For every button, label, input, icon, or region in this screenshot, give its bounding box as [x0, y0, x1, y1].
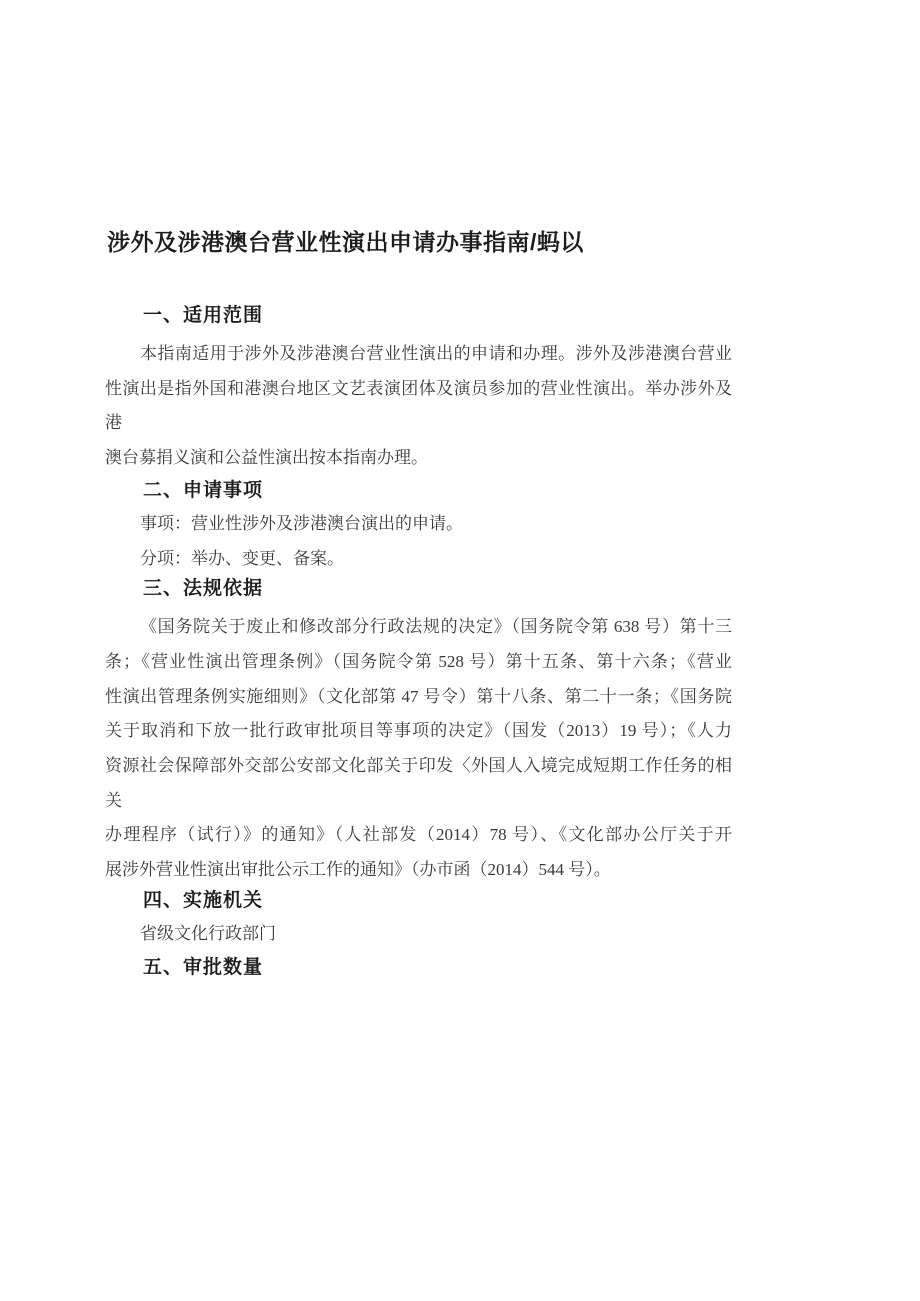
text-line: 条；《营业性演出管理条例》（国务院令第 528 号）第十五条、第十六条；《营业 — [105, 651, 732, 671]
text-line: 省级文化行政部门 — [140, 923, 276, 943]
paragraph — [105, 337, 732, 476]
text-line: 《国务院关于废止和修改部分行政法规的决定》（国务院令第 638 号）第十三 — [140, 617, 732, 637]
section-heading-5: 五、审批数量 — [143, 956, 264, 978]
text-line: 性演出管理条例实施细则》（文化部第 47 号令）第十八条、第二十一条；《国务院 — [105, 686, 732, 706]
document-title: 涉外及涉港澳台营业性演出申请办事指南/蚂以 — [107, 229, 584, 255]
paragraph — [105, 610, 732, 888]
section-body — [105, 917, 732, 952]
text-line: 展涉外营业性演出审批公示工作的通知》（办市函（2014）544 号）。 — [105, 860, 611, 880]
section-heading-2: 二、申请事项 — [143, 479, 264, 501]
document-content — [105, 0, 732, 981]
document-sections — [105, 303, 732, 981]
text-line: 关于取消和下放一批行政审批项目等事项的决定》（国发（2013）19 号）；《人力 — [105, 721, 732, 741]
section-body — [105, 507, 732, 576]
text-line: 办理程序（试行）》的通知》（人社部发（2014）78 号）、《文化部办公厅关于开 — [105, 825, 732, 845]
section-heading-3: 三、法规依据 — [143, 578, 264, 600]
text-line: 本指南适用于涉外及涉港澳台营业性演出的申请和办理。涉外及涉港澳台营业 — [140, 344, 732, 363]
section-body — [105, 610, 732, 888]
section-heading-4: 四、实施机关 — [143, 889, 264, 911]
text-line: 分项：举办、变更、备案。 — [140, 548, 344, 568]
section-heading-1: 一、适用范围 — [143, 305, 264, 326]
text-line: 性演出是指外国和港澳台地区文艺表演团体及演员参加的营业性演出。举办涉外及港 — [105, 378, 732, 433]
text-line: 资源社会保障部外交部公安部文化部关于印发〈外国人入境完成短期工作任务的相关 — [105, 756, 732, 810]
text-line: 事项：营业性涉外及涉港澳台演出的申请。 — [140, 513, 463, 533]
text-line: 澳台募捐义演和公益性演出按本指南办理。 — [105, 448, 428, 468]
section-body — [105, 337, 732, 476]
